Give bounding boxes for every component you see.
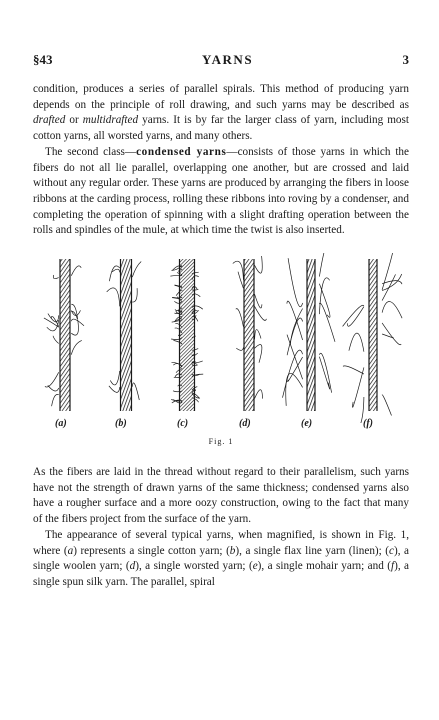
yarn-e-fibre [290, 309, 302, 345]
emphasis-drafted: drafted [33, 114, 66, 127]
yarn-a-fibre [53, 275, 58, 279]
yarn-f-fibre [349, 333, 364, 352]
yarn-b-fibre [112, 269, 120, 272]
yarn-d-fibre [255, 345, 262, 363]
yarn-d-fibre [255, 330, 261, 340]
yarn-e-fibre [319, 303, 335, 342]
yarn-e-fibre [286, 373, 303, 405]
yarn-f-fibre [343, 305, 364, 326]
yarn-d-fibre [233, 261, 244, 279]
ref-b: b [229, 544, 236, 557]
yarn-e-fibre [319, 353, 331, 392]
text-run: ), a single spun silk yarn. The parallel, spiral [33, 560, 410, 588]
page-number: 3 [402, 52, 409, 67]
term-condensed-yarns: condensed yarns [136, 145, 227, 158]
yarn-f-fibre [382, 302, 402, 319]
yarn-f-fibre [382, 274, 395, 300]
yarn-b-fibre [110, 371, 119, 385]
yarn-d-fibre [255, 256, 263, 273]
figure-label-f: (f) [363, 418, 373, 430]
yarn-b-strand [121, 259, 132, 411]
text-run: ) represents a single cotton yarn; ( [73, 544, 230, 557]
yarn-b-fibre [132, 383, 139, 400]
figure-label-e: (e) [301, 418, 313, 430]
text-run: ), a single woolen yarn; ( [33, 544, 409, 573]
yarn-a-fibre [52, 394, 59, 406]
yarn-e-fibre [319, 284, 330, 318]
yarn-d-fibre [236, 348, 243, 351]
yarn-f-fibre [382, 253, 393, 290]
yarn-d-fibre [255, 390, 263, 399]
running-head [33, 52, 409, 70]
yarn-f-strand [369, 259, 377, 411]
yarn-b-fibre [109, 266, 119, 281]
yarn-b-fibre [109, 386, 120, 392]
yarn-d-fibre [236, 309, 244, 327]
emphasis-multidrafted: multidrafted [82, 114, 139, 127]
figure-label-d: (d) [239, 418, 251, 430]
ref-c: c [389, 544, 394, 557]
yarn-d-strand [244, 259, 254, 411]
yarn-f-fibre [347, 307, 364, 327]
text-run: or [65, 114, 83, 127]
yarn-illustration [33, 253, 409, 423]
figure-label-c: (c) [177, 418, 189, 430]
ref-a: a [67, 544, 74, 557]
yarn-a-fibre [45, 372, 59, 387]
yarn-b-fibre [132, 288, 137, 302]
text-run: The appearance of several typical yarns, when magnified, is shown in Fig. 1, where ( [33, 528, 409, 557]
text-run: —consists of those yarns in which the fibers do not all lie parallel, overlapping one another, but are crossed and laid without any regular order. These yarns are produced by arranging the fibers in loose ribbons at the carding process, rolling these ribbons into roving by a condenser, and completing the operation of spinning with a slight drafting operation between the rolls and spindles of the mule, at which time the twist is also inserted. [33, 145, 409, 237]
text-run: ), a single worsted yarn; ( [135, 560, 253, 573]
yarn-b-fibre [107, 288, 120, 307]
figure-label-b: (b) [115, 418, 127, 430]
yarn-d-fibre [255, 306, 267, 320]
yarn-a-fibre [53, 336, 59, 344]
yarn-a-fibre [48, 314, 59, 322]
yarn-b-fibre [132, 262, 141, 278]
yarn-f-fibre [382, 323, 401, 345]
yarn-e-fibre [288, 258, 303, 307]
yarn-a-fibre [71, 340, 82, 354]
ref-e: e [252, 560, 258, 573]
book-page [33, 52, 409, 591]
text-run: ), a single flax line yarn (linen); ( [235, 544, 389, 557]
running-title: YARNS [201, 52, 254, 67]
paragraph-4 [33, 528, 409, 591]
yarn-f-fibre [382, 395, 391, 416]
yarn-c-strand [180, 259, 195, 411]
text-run: yarns. It is by far the larger class of yarn, including most cotton yarns, all worsted yarns, and many others. [33, 114, 409, 143]
text-run: condition, produces a series of parallel spirals. This method of producing yarn depends on the principle of roll drawing, and such yarns may be described as [33, 83, 409, 111]
yarn-e-fibre [319, 253, 337, 277]
yarn-a-fibre [71, 320, 78, 335]
figure-label-a: (a) [55, 418, 67, 430]
yarn-e-strand [307, 259, 315, 411]
yarn-f-fibre [343, 366, 364, 374]
ref-d: d [129, 560, 136, 573]
figure-1 [33, 253, 409, 465]
paragraph-3: As the fibers are laid in the thread without regard to their parallelism, such yarns have not the strength of drawn yarns of the same thickness; condensed yarns also have a rougher surface and a more oozy construction, owing to the fact that many of the fibers project from the surface of the yarn. [33, 466, 409, 526]
yarn-c-fibre [173, 391, 182, 392]
figure-caption: Fig. 1 [208, 437, 234, 447]
yarn-d-fibre [238, 272, 243, 289]
text-run: The second class— [45, 145, 137, 158]
ref-f: f [390, 560, 395, 573]
yarn-a-strand [60, 259, 70, 411]
figure-labels [33, 418, 409, 434]
text-run: ), a single mohair yarn; and ( [257, 560, 391, 573]
paragraph-1 [33, 82, 409, 145]
paragraph-2 [33, 145, 409, 239]
yarn-e-fibre [287, 318, 303, 355]
section-number: §43 [33, 52, 53, 67]
yarn-d-fibre [255, 294, 262, 308]
yarn-a-fibre [71, 266, 81, 276]
